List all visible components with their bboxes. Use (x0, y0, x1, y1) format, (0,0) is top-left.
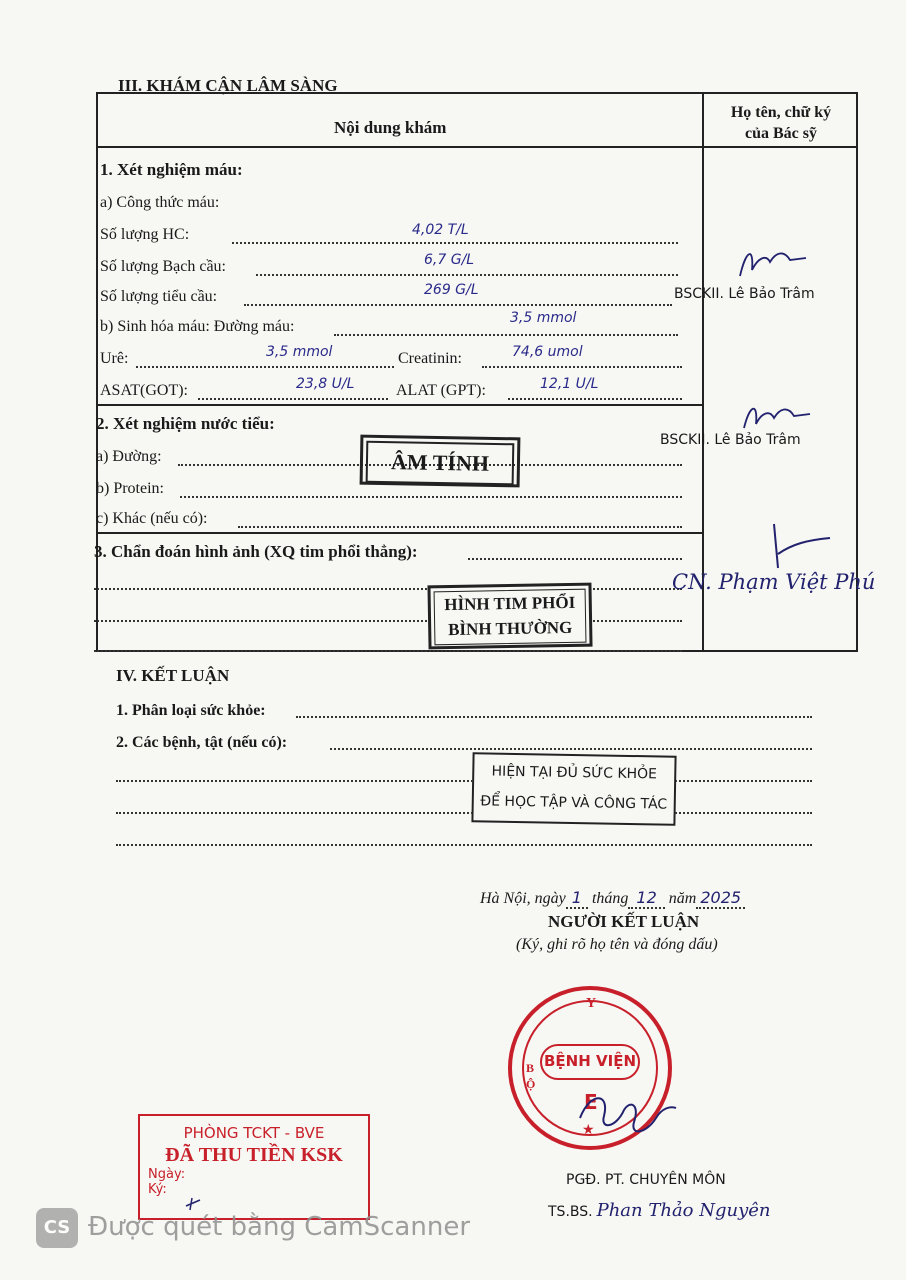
asat-value: 23,8 U/L (296, 376, 355, 392)
urine-protein-label: b) Protein: (96, 480, 164, 497)
ure-value: 3,5 mmol (266, 344, 333, 360)
row-line-1 (96, 404, 704, 406)
conclusion-dots-2 (116, 812, 812, 814)
hc-dots (232, 242, 678, 244)
blood-title: 1. Xét nghiệm máu: (100, 160, 243, 179)
signer-name: Phan Thảo Nguyên (596, 1200, 771, 1221)
date-month: 12 (628, 888, 664, 909)
doctor-name-1: BSCKII. Lê Bảo Trâm (674, 286, 815, 302)
asat-label: ASAT(GOT): (100, 382, 188, 399)
payment-initial-scribble (184, 1196, 204, 1212)
imaging-stamp-line2: BÌNH THƯỜNG (447, 617, 573, 640)
alat-value: 12,1 U/L (540, 376, 599, 392)
signer-name-line (548, 1200, 771, 1221)
bc-dots (256, 274, 678, 276)
seal-center: BỆNH VIỆN (544, 1052, 636, 1070)
urine-protein-dots (180, 496, 682, 498)
imaging-dots-3 (94, 650, 682, 652)
section4-title: IV. KẾT LUẬN (116, 666, 230, 685)
tc-value: 269 G/L (424, 282, 479, 298)
hc-value: 4,02 T/L (412, 222, 469, 238)
glucose-dots (334, 334, 678, 336)
imaging-result-stamp (427, 583, 592, 650)
signer-role: NGƯỜI KẾT LUẬN (548, 912, 700, 931)
date-year-label: năm (668, 890, 697, 907)
imaging-dots-0 (468, 558, 682, 560)
camscanner-logo-icon: CS (36, 1208, 78, 1248)
seal-letter: E (584, 1090, 598, 1114)
payment-stamp-line1: PHÒNG TCKT - BVE (183, 1124, 325, 1142)
imaging-dots-2 (94, 620, 682, 622)
imaging-stamp-line1: HÌNH TIM PHỔI (444, 592, 576, 615)
urine-stamp-text: ÂM TÍNH (366, 441, 515, 486)
doctor-signature-scribble-1 (732, 240, 812, 288)
seal-left: BỘ (526, 1061, 536, 1091)
bc-value: 6,7 G/L (424, 252, 475, 268)
date-year: 2025 (696, 888, 745, 909)
header-line (96, 146, 858, 148)
date-month-label: tháng (591, 890, 629, 907)
alat-dots (508, 398, 682, 400)
creatinin-value: 74,6 umol (512, 344, 583, 360)
asat-dots (198, 398, 388, 400)
date-day: 1 (566, 888, 588, 909)
director-signature-scribble (570, 1078, 680, 1148)
health-class-label: 1. Phân loại sức khỏe: (116, 702, 266, 719)
bc-label: Số lượng Bạch cầu: (100, 258, 226, 275)
row-line-2 (96, 532, 704, 534)
signer-position: PGĐ. PT. CHUYÊN MÔN (566, 1172, 726, 1188)
date-prefix: Hà Nội, ngày (480, 890, 566, 907)
urine-sugar-label: a) Đường: (96, 448, 162, 465)
urine-other-dots (238, 526, 682, 528)
urine-title: 2. Xét nghiệm nước tiểu: (96, 414, 275, 433)
table-divider (702, 92, 704, 652)
camscanner-watermark-text: Được quét bằng CamScanner (88, 1212, 471, 1242)
col-content-header: Nội dung khám (334, 118, 447, 137)
ure-label: Urê: (100, 350, 129, 367)
conclusion-stamp (471, 752, 676, 826)
conclusion-stamp-line1: HIỆN TẠI ĐỦ SỨC KHỎE (491, 763, 658, 783)
conclusion-stamp-line2: ĐỂ HỌC TẬP VÀ CÔNG TÁC (480, 793, 668, 813)
payment-stamp-line2: ĐÃ THU TIỀN KSK (165, 1144, 343, 1166)
imaging-dots-1 (94, 588, 682, 590)
seal-star-icon: ★ (582, 1123, 595, 1138)
diseases-label: 2. Các bệnh, tật (nếu có): (116, 734, 288, 751)
seal-top: Y (586, 996, 597, 1011)
date-line (480, 888, 745, 908)
diseases-dots (330, 748, 812, 750)
urine-other-label: c) Khác (nếu có): (96, 510, 208, 527)
hc-label: Số lượng HC: (100, 226, 190, 243)
signer-note: (Ký, ghi rõ họ tên và đóng dấu) (516, 936, 718, 953)
alat-label: ALAT (GPT): (396, 382, 486, 399)
payment-stamp-line3: Ngày: (148, 1167, 186, 1182)
tc-label: Số lượng tiểu cầu: (100, 288, 218, 305)
section3-title: III. KHÁM CẬN LÂM SÀNG (118, 76, 338, 95)
creatinin-label: Creatinin: (398, 350, 462, 367)
imaging-title: 3. Chẩn đoán hình ảnh (XQ tim phổi thẳng): (94, 542, 418, 561)
doctor-name-3: CN. Phạm Việt Phú (672, 570, 876, 594)
conclusion-dots-1 (116, 780, 812, 782)
doctor-signature-scribble-3 (756, 514, 836, 574)
signer-name-prefix: TS.BS. (548, 1204, 593, 1220)
creatinin-dots (482, 366, 682, 368)
payment-stamp-line4: Ký: (148, 1182, 167, 1197)
urine-result-stamp (360, 435, 521, 488)
glucose-value: 3,5 mmol (510, 310, 577, 326)
ure-dots (136, 366, 394, 368)
blood-a-label: a) Công thức máu: (100, 194, 220, 211)
col-doctor-header: Họ tên, chữ ký của Bác sỹ (730, 104, 832, 142)
doctor-name-2: BSCKII. Lê Bảo Trâm (660, 432, 801, 448)
glucose-label: b) Sinh hóa máu: Đường máu: (100, 318, 295, 335)
tc-dots (244, 304, 672, 306)
health-class-dots (296, 716, 812, 718)
conclusion-dots-3 (116, 844, 812, 846)
payment-stamp (138, 1114, 370, 1220)
